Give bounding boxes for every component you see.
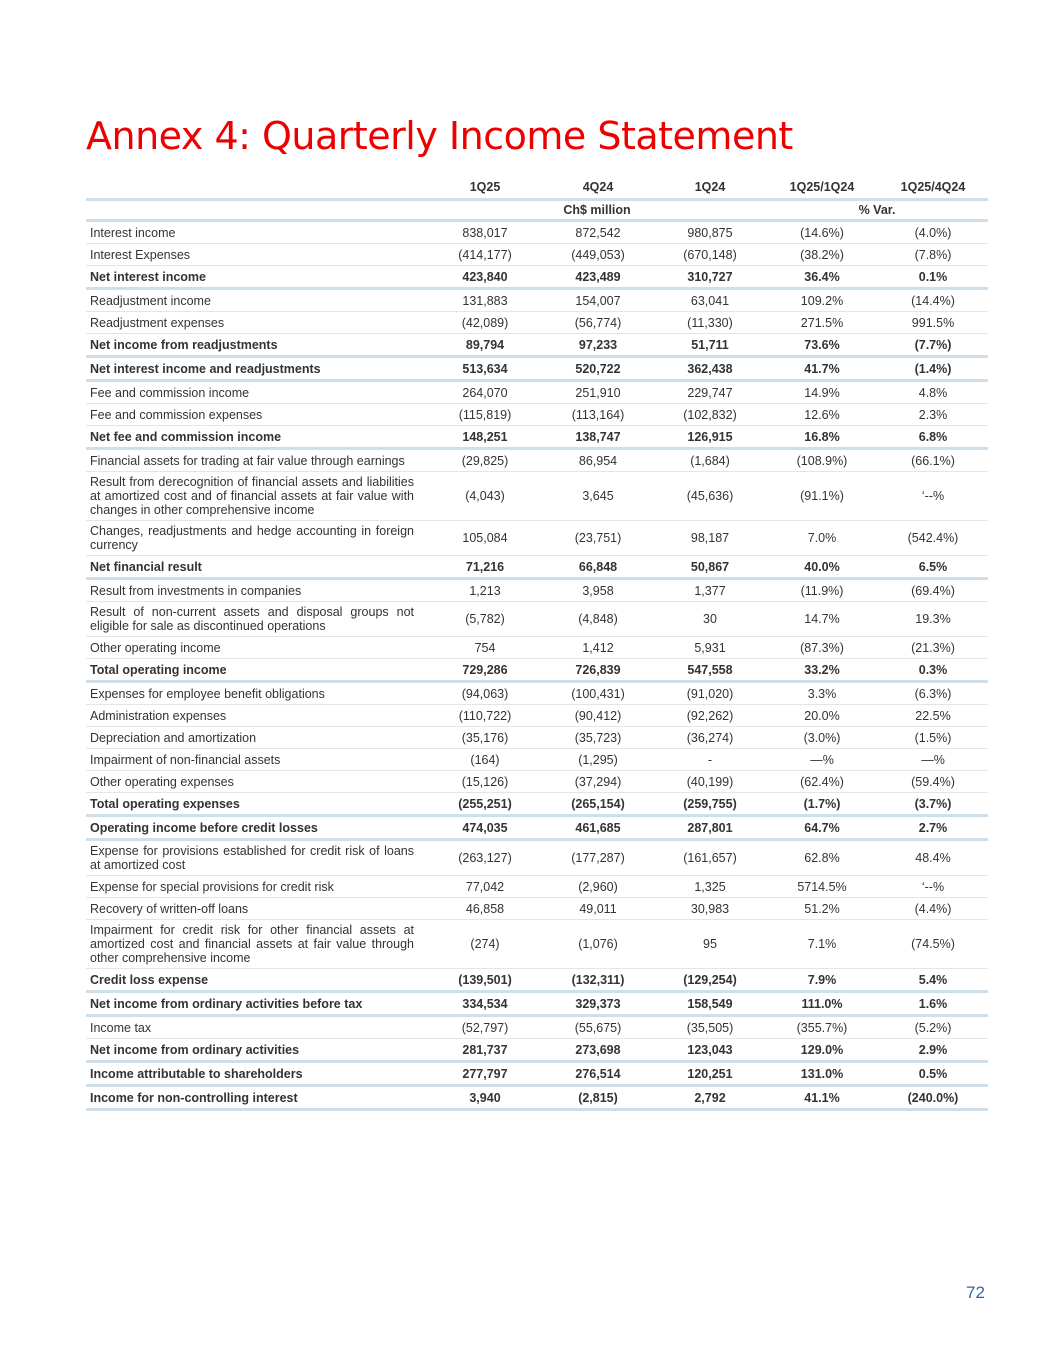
row-label: Expense for special provisions for credit risk xyxy=(86,876,428,898)
row-value: 3.3% xyxy=(766,682,878,705)
column-header: 1Q25/4Q24 xyxy=(900,180,966,194)
row-value: 991.5% xyxy=(878,312,988,334)
row-value: 3,958 xyxy=(542,579,654,602)
row-value: (66.1%) xyxy=(878,449,988,472)
row-value: 131,883 xyxy=(428,289,542,312)
row-value: (113,164) xyxy=(542,404,654,426)
row-value: 109.2% xyxy=(766,289,878,312)
row-value: 50,867 xyxy=(654,556,766,579)
table-row xyxy=(86,898,988,920)
row-value: 513,634 xyxy=(428,357,542,381)
row-value: (240.0%) xyxy=(878,1086,988,1110)
row-value: (263,127) xyxy=(428,840,542,876)
row-value: 71,216 xyxy=(428,556,542,579)
row-value: 66,848 xyxy=(542,556,654,579)
row-value: 33.2% xyxy=(766,659,878,682)
row-value: 2,792 xyxy=(654,1086,766,1110)
row-value: 520,722 xyxy=(542,357,654,381)
row-value: (56,774) xyxy=(542,312,654,334)
page-title: Annex 4: Quarterly Income Statement xyxy=(86,114,793,158)
row-value: 89,794 xyxy=(428,334,542,357)
table-row xyxy=(86,816,988,840)
row-value: (1.4%) xyxy=(878,357,988,381)
table-row xyxy=(86,771,988,793)
row-value: (11.9%) xyxy=(766,579,878,602)
row-value: (62.4%) xyxy=(766,771,878,793)
unit-label: Ch$ million xyxy=(428,200,766,221)
row-value: 63,041 xyxy=(654,289,766,312)
row-value: 547,558 xyxy=(654,659,766,682)
row-value: (3.7%) xyxy=(878,793,988,816)
row-label: Net financial result xyxy=(86,556,428,579)
row-value: 474,035 xyxy=(428,816,542,840)
row-value: (177,287) xyxy=(542,840,654,876)
row-value: 5714.5% xyxy=(766,876,878,898)
table-row xyxy=(86,404,988,426)
row-value: (74.5%) xyxy=(878,920,988,969)
row-label: Net income from readjustments xyxy=(86,334,428,357)
row-value: (164) xyxy=(428,749,542,771)
row-value: —% xyxy=(878,749,988,771)
column-header xyxy=(86,176,428,200)
row-value: 329,373 xyxy=(542,992,654,1016)
row-label: Operating income before credit losses xyxy=(86,816,428,840)
row-value: 287,801 xyxy=(654,816,766,840)
row-value: 0.5% xyxy=(878,1062,988,1086)
table-row xyxy=(86,221,988,244)
row-value: 1,377 xyxy=(654,579,766,602)
row-value: 105,084 xyxy=(428,521,542,556)
row-value: (42,089) xyxy=(428,312,542,334)
row-value: 5,931 xyxy=(654,637,766,659)
row-value: (4.4%) xyxy=(878,898,988,920)
row-value: (1.5%) xyxy=(878,727,988,749)
row-value: (7.7%) xyxy=(878,334,988,357)
table-row xyxy=(86,705,988,727)
row-value: 95 xyxy=(654,920,766,969)
income-statement-table xyxy=(86,176,988,1111)
row-value: 49,011 xyxy=(542,898,654,920)
row-value: (35,723) xyxy=(542,727,654,749)
page-number: 72 xyxy=(966,1283,985,1302)
row-value: (449,053) xyxy=(542,244,654,266)
row-value: 126,915 xyxy=(654,426,766,449)
row-value: 41.1% xyxy=(766,1086,878,1110)
row-label: Credit loss expense xyxy=(86,969,428,992)
row-value: (4,043) xyxy=(428,472,542,521)
row-label: Income tax xyxy=(86,1016,428,1039)
row-value: 362,438 xyxy=(654,357,766,381)
table-row xyxy=(86,1016,988,1039)
row-value: 98,187 xyxy=(654,521,766,556)
row-value: (129,254) xyxy=(654,969,766,992)
row-value: (91,020) xyxy=(654,682,766,705)
row-value: (38.2%) xyxy=(766,244,878,266)
row-value: 12.6% xyxy=(766,404,878,426)
row-value: 3,645 xyxy=(542,472,654,521)
row-value: ‘--% xyxy=(878,472,988,521)
row-label: Other operating expenses xyxy=(86,771,428,793)
row-value: (1,684) xyxy=(654,449,766,472)
row-value: (15,126) xyxy=(428,771,542,793)
row-value: 423,489 xyxy=(542,266,654,289)
row-value: 2.9% xyxy=(878,1039,988,1062)
row-value: 30,983 xyxy=(654,898,766,920)
row-value: (6.3%) xyxy=(878,682,988,705)
column-header-row xyxy=(86,176,988,200)
table-row xyxy=(86,876,988,898)
table-row xyxy=(86,1039,988,1062)
row-value: (45,636) xyxy=(654,472,766,521)
table-row xyxy=(86,992,988,1016)
row-value: 980,875 xyxy=(654,221,766,244)
row-value: (23,751) xyxy=(542,521,654,556)
column-header: 4Q24 xyxy=(582,180,614,194)
row-label: Administration expenses xyxy=(86,705,428,727)
table-row xyxy=(86,521,988,556)
table-row xyxy=(86,556,988,579)
row-value: (2,815) xyxy=(542,1086,654,1110)
table-row xyxy=(86,426,988,449)
row-value: 148,251 xyxy=(428,426,542,449)
row-label: Interest Expenses xyxy=(86,244,428,266)
row-label: Impairment for credit risk for other financial assets at amortized cost and financial assets at fair value through other comprehensive income xyxy=(86,920,428,969)
row-value: 6.8% xyxy=(878,426,988,449)
table-row xyxy=(86,749,988,771)
table-row xyxy=(86,357,988,381)
row-value: (3.0%) xyxy=(766,727,878,749)
row-value: (14.6%) xyxy=(766,221,878,244)
row-value: 872,542 xyxy=(542,221,654,244)
row-value: 22.5% xyxy=(878,705,988,727)
row-value: (5.2%) xyxy=(878,1016,988,1039)
row-label: Net fee and commission income xyxy=(86,426,428,449)
row-value: 461,685 xyxy=(542,816,654,840)
variation-label: % Var. xyxy=(766,200,988,221)
row-value: (92,262) xyxy=(654,705,766,727)
row-value: 4.8% xyxy=(878,381,988,404)
table-row xyxy=(86,449,988,472)
table-row xyxy=(86,920,988,969)
row-value: (255,251) xyxy=(428,793,542,816)
row-value: (11,330) xyxy=(654,312,766,334)
row-value: (670,148) xyxy=(654,244,766,266)
table-row xyxy=(86,381,988,404)
row-value: (94,063) xyxy=(428,682,542,705)
row-label: Expense for provisions established for credit risk of loans at amortized cost xyxy=(86,840,428,876)
row-label: Net income from ordinary activities before tax xyxy=(86,992,428,1016)
table-row xyxy=(86,244,988,266)
row-label: Fee and commission expenses xyxy=(86,404,428,426)
row-value: 154,007 xyxy=(542,289,654,312)
row-label: Result from derecognition of financial assets and liabilities at amortized cost and of financial assets at fair value with changes in other comprehensive income xyxy=(86,472,428,521)
table-row xyxy=(86,579,988,602)
row-value: (40,199) xyxy=(654,771,766,793)
row-value: 754 xyxy=(428,637,542,659)
row-value: (4,848) xyxy=(542,602,654,637)
row-value: (7.8%) xyxy=(878,244,988,266)
row-label: Recovery of written-off loans xyxy=(86,898,428,920)
row-value: (59.4%) xyxy=(878,771,988,793)
row-value: 229,747 xyxy=(654,381,766,404)
table-body xyxy=(86,221,988,1110)
row-value: 111.0% xyxy=(766,992,878,1016)
row-value: (102,832) xyxy=(654,404,766,426)
row-value: 729,286 xyxy=(428,659,542,682)
row-label: Other operating income xyxy=(86,637,428,659)
row-value: 64.7% xyxy=(766,816,878,840)
row-value: 277,797 xyxy=(428,1062,542,1086)
row-value: (355.7%) xyxy=(766,1016,878,1039)
table-row xyxy=(86,637,988,659)
row-value: 129.0% xyxy=(766,1039,878,1062)
row-label: Total operating expenses xyxy=(86,793,428,816)
table-row xyxy=(86,727,988,749)
row-value: (1.7%) xyxy=(766,793,878,816)
row-value: 271.5% xyxy=(766,312,878,334)
row-label: Interest income xyxy=(86,221,428,244)
row-label: Depreciation and amortization xyxy=(86,727,428,749)
row-value: 36.4% xyxy=(766,266,878,289)
row-label: Income for non-controlling interest xyxy=(86,1086,428,1110)
table-row xyxy=(86,472,988,521)
table-row xyxy=(86,1062,988,1086)
row-value: 1.6% xyxy=(878,992,988,1016)
row-value: (115,819) xyxy=(428,404,542,426)
row-value: (21.3%) xyxy=(878,637,988,659)
row-value: 30 xyxy=(654,602,766,637)
row-value: (108.9%) xyxy=(766,449,878,472)
row-value: (542.4%) xyxy=(878,521,988,556)
column-header: 1Q24 xyxy=(694,180,726,194)
row-value: 19.3% xyxy=(878,602,988,637)
table-row xyxy=(86,659,988,682)
row-value: 5.4% xyxy=(878,969,988,992)
row-label: Net interest income and readjustments xyxy=(86,357,428,381)
row-value: 838,017 xyxy=(428,221,542,244)
table-row xyxy=(86,1086,988,1110)
table-row xyxy=(86,602,988,637)
row-label: Result of non-current assets and disposal groups not eligible for sale as discontinued operations xyxy=(86,602,428,637)
row-value: (37,294) xyxy=(542,771,654,793)
row-value: 97,233 xyxy=(542,334,654,357)
row-value: (161,657) xyxy=(654,840,766,876)
row-value: 86,954 xyxy=(542,449,654,472)
row-label: Readjustment income xyxy=(86,289,428,312)
row-label: Result from investments in companies xyxy=(86,579,428,602)
row-value: 138,747 xyxy=(542,426,654,449)
row-value: 62.8% xyxy=(766,840,878,876)
row-value: 14.7% xyxy=(766,602,878,637)
row-value: 0.3% xyxy=(878,659,988,682)
row-label: Changes, readjustments and hedge accounting in foreign currency xyxy=(86,521,428,556)
row-label: Net interest income xyxy=(86,266,428,289)
row-value: 41.7% xyxy=(766,357,878,381)
row-value: (35,505) xyxy=(654,1016,766,1039)
row-value: 251,910 xyxy=(542,381,654,404)
row-value: (274) xyxy=(428,920,542,969)
row-label: Expenses for employee benefit obligations xyxy=(86,682,428,705)
row-value: 726,839 xyxy=(542,659,654,682)
row-label: Readjustment expenses xyxy=(86,312,428,334)
row-value: (35,176) xyxy=(428,727,542,749)
row-value: 77,042 xyxy=(428,876,542,898)
row-value: 334,534 xyxy=(428,992,542,1016)
row-value: (4.0%) xyxy=(878,221,988,244)
row-value: 51,711 xyxy=(654,334,766,357)
row-value: 1,213 xyxy=(428,579,542,602)
table-row xyxy=(86,793,988,816)
row-value: 0.1% xyxy=(878,266,988,289)
row-value: 120,251 xyxy=(654,1062,766,1086)
row-value: 273,698 xyxy=(542,1039,654,1062)
row-label: Financial assets for trading at fair value through earnings xyxy=(86,449,428,472)
row-label: Total operating income xyxy=(86,659,428,682)
unit-header-row xyxy=(86,200,988,221)
row-value: —% xyxy=(766,749,878,771)
row-value: (91.1%) xyxy=(766,472,878,521)
row-value: 423,840 xyxy=(428,266,542,289)
row-value: 3,940 xyxy=(428,1086,542,1110)
row-value: 1,325 xyxy=(654,876,766,898)
row-value: 123,043 xyxy=(654,1039,766,1062)
row-label: Net income from ordinary activities xyxy=(86,1039,428,1062)
row-value: 264,070 xyxy=(428,381,542,404)
row-value: 131.0% xyxy=(766,1062,878,1086)
row-value: 14.9% xyxy=(766,381,878,404)
row-value: (110,722) xyxy=(428,705,542,727)
row-value: 1,412 xyxy=(542,637,654,659)
row-value: (87.3%) xyxy=(766,637,878,659)
table-row xyxy=(86,682,988,705)
row-value: 281,737 xyxy=(428,1039,542,1062)
row-value: 51.2% xyxy=(766,898,878,920)
row-value: 6.5% xyxy=(878,556,988,579)
row-value: (5,782) xyxy=(428,602,542,637)
row-value: (259,755) xyxy=(654,793,766,816)
row-value: 16.8% xyxy=(766,426,878,449)
row-label: Income attributable to shareholders xyxy=(86,1062,428,1086)
row-value: (1,076) xyxy=(542,920,654,969)
row-value: 2.3% xyxy=(878,404,988,426)
row-value: (29,825) xyxy=(428,449,542,472)
row-value: 40.0% xyxy=(766,556,878,579)
row-value: 158,549 xyxy=(654,992,766,1016)
row-value: 7.1% xyxy=(766,920,878,969)
row-value: (2,960) xyxy=(542,876,654,898)
table-row xyxy=(86,334,988,357)
row-value: 46,858 xyxy=(428,898,542,920)
table-row xyxy=(86,266,988,289)
row-value: 276,514 xyxy=(542,1062,654,1086)
row-value: (69.4%) xyxy=(878,579,988,602)
table-row xyxy=(86,840,988,876)
row-value: (14.4%) xyxy=(878,289,988,312)
row-value: (52,797) xyxy=(428,1016,542,1039)
row-value: 7.9% xyxy=(766,969,878,992)
row-value: (100,431) xyxy=(542,682,654,705)
table-row xyxy=(86,289,988,312)
row-value: ‘--% xyxy=(878,876,988,898)
row-value: (414,177) xyxy=(428,244,542,266)
row-label: Impairment of non-financial assets xyxy=(86,749,428,771)
table-row xyxy=(86,312,988,334)
row-value: (55,675) xyxy=(542,1016,654,1039)
row-value: (1,295) xyxy=(542,749,654,771)
row-value: (139,501) xyxy=(428,969,542,992)
row-value: (132,311) xyxy=(542,969,654,992)
column-header: 1Q25 xyxy=(469,180,501,194)
row-value: 73.6% xyxy=(766,334,878,357)
row-label: Fee and commission income xyxy=(86,381,428,404)
row-value: (265,154) xyxy=(542,793,654,816)
row-value: 7.0% xyxy=(766,521,878,556)
row-value: (36,274) xyxy=(654,727,766,749)
row-value: 20.0% xyxy=(766,705,878,727)
row-value: 310,727 xyxy=(654,266,766,289)
row-value: (90,412) xyxy=(542,705,654,727)
column-header: 1Q25/1Q24 xyxy=(789,180,855,194)
row-value: 48.4% xyxy=(878,840,988,876)
row-value: 2.7% xyxy=(878,816,988,840)
row-value: - xyxy=(654,749,766,771)
table-row xyxy=(86,969,988,992)
